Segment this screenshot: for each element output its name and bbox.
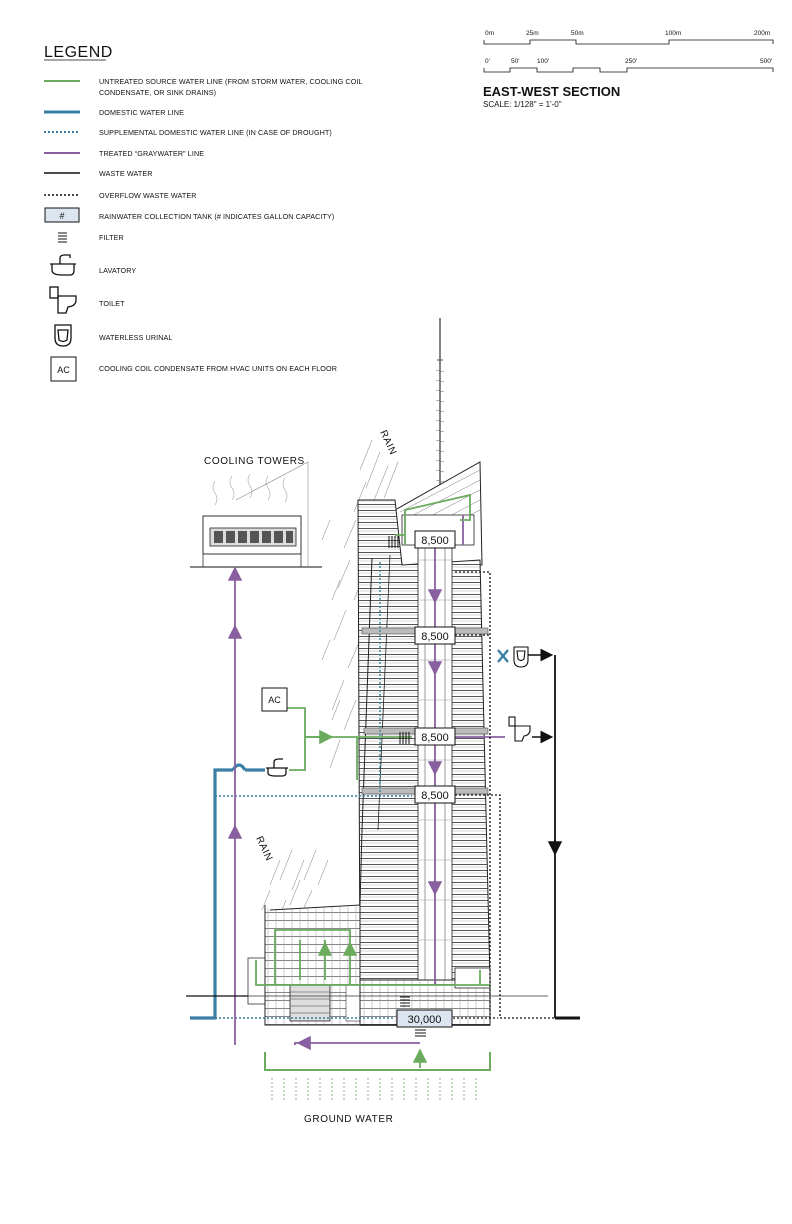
ac-unit-icon bbox=[262, 688, 287, 711]
cooling-towers-inset bbox=[190, 456, 322, 567]
scale-metric-100: 100m bbox=[665, 30, 682, 37]
rain-label-upper: RAIN bbox=[377, 428, 399, 458]
legend-untreated-label-2: CONDENSATE, OR SINK DRAINS) bbox=[99, 88, 217, 97]
urinal-fixture-icon bbox=[514, 647, 528, 667]
legend-ac-label: COOLING COIL CONDENSATE FROM HVAC UNITS ON EACH FLOOR bbox=[99, 364, 337, 373]
cooling-towers-label: COOLING TOWERS bbox=[204, 456, 305, 467]
scale-imperial-0: 0' bbox=[485, 58, 490, 65]
svg-text:8,500: 8,500 bbox=[421, 535, 449, 547]
scale-metric-0: 0m bbox=[485, 30, 495, 37]
scale-metric-200: 200m bbox=[754, 30, 771, 37]
legend-untreated-label: UNTREATED SOURCE WATER LINE (FROM STORM WATER, COOLING COIL bbox=[99, 77, 363, 86]
legend-graywater-label: TREATED “GRAYWATER” LINE bbox=[99, 149, 205, 158]
filter-icon bbox=[58, 233, 67, 242]
legend-waste-label: WASTE WATER bbox=[99, 169, 153, 178]
lavatory-fixture-icon bbox=[266, 759, 288, 776]
legend-filter-label: FILTER bbox=[99, 233, 124, 242]
legend-domestic-label: DOMESTIC WATER LINE bbox=[99, 108, 184, 117]
scale-imperial-250: 250' bbox=[625, 58, 638, 65]
svg-text:AC: AC bbox=[268, 695, 281, 705]
ground-water-label: GROUND WATER bbox=[304, 1114, 394, 1125]
section-scale: SCALE: 1/128" = 1'-0" bbox=[483, 100, 562, 109]
tank-icon bbox=[45, 208, 79, 222]
lavatory-icon bbox=[50, 255, 76, 275]
scale-imperial-100: 100' bbox=[537, 58, 550, 65]
svg-text:#: # bbox=[59, 211, 65, 221]
urinal-icon bbox=[55, 325, 71, 346]
waterless-urinal-x-icon bbox=[498, 650, 508, 662]
scale-imperial-50: 50' bbox=[511, 58, 520, 65]
tower-building bbox=[358, 318, 490, 990]
legend bbox=[44, 44, 363, 381]
scale-metric-25: 25m bbox=[526, 30, 539, 37]
rainwater-tank-1 bbox=[415, 531, 455, 548]
legend-overflow-label: OVERFLOW WASTE WATER bbox=[99, 191, 197, 200]
legend-lavatory-label: LAVATORY bbox=[99, 266, 137, 275]
svg-text:30,000: 30,000 bbox=[407, 1014, 442, 1026]
svg-text:8,500: 8,500 bbox=[421, 790, 449, 802]
rainwater-tank-main bbox=[397, 1010, 452, 1027]
ac-icon bbox=[51, 357, 76, 381]
svg-text:8,500: 8,500 bbox=[421, 631, 449, 643]
legend-tank-label: RAINWATER COLLECTION TANK (# INDICATES GALLON CAPACITY) bbox=[99, 212, 335, 221]
rainwater-tank-2 bbox=[415, 627, 455, 644]
svg-text:AC: AC bbox=[57, 365, 70, 375]
ground-water-hatch bbox=[272, 1078, 476, 1102]
scale-imperial-500: 500' bbox=[760, 58, 773, 65]
scale-bars bbox=[483, 30, 773, 109]
rainwater-tank-3 bbox=[415, 728, 455, 745]
section-title: EAST-WEST SECTION bbox=[483, 84, 621, 99]
toilet-fixture-icon bbox=[509, 717, 530, 741]
legend-urinal-label: WATERLESS URINAL bbox=[99, 333, 173, 342]
legend-title: LEGEND bbox=[44, 44, 113, 61]
legend-supplemental-label: SUPPLEMENTAL DOMESTIC WATER LINE (IN CASE OF DROUGHT) bbox=[99, 128, 332, 137]
toilet-icon bbox=[50, 287, 76, 313]
rain-label-lower: RAIN bbox=[253, 834, 275, 864]
rainwater-tank-4 bbox=[415, 786, 455, 803]
scale-metric-50: 50m bbox=[571, 30, 584, 37]
svg-text:8,500: 8,500 bbox=[421, 732, 449, 744]
legend-toilet-label: TOILET bbox=[99, 299, 125, 308]
